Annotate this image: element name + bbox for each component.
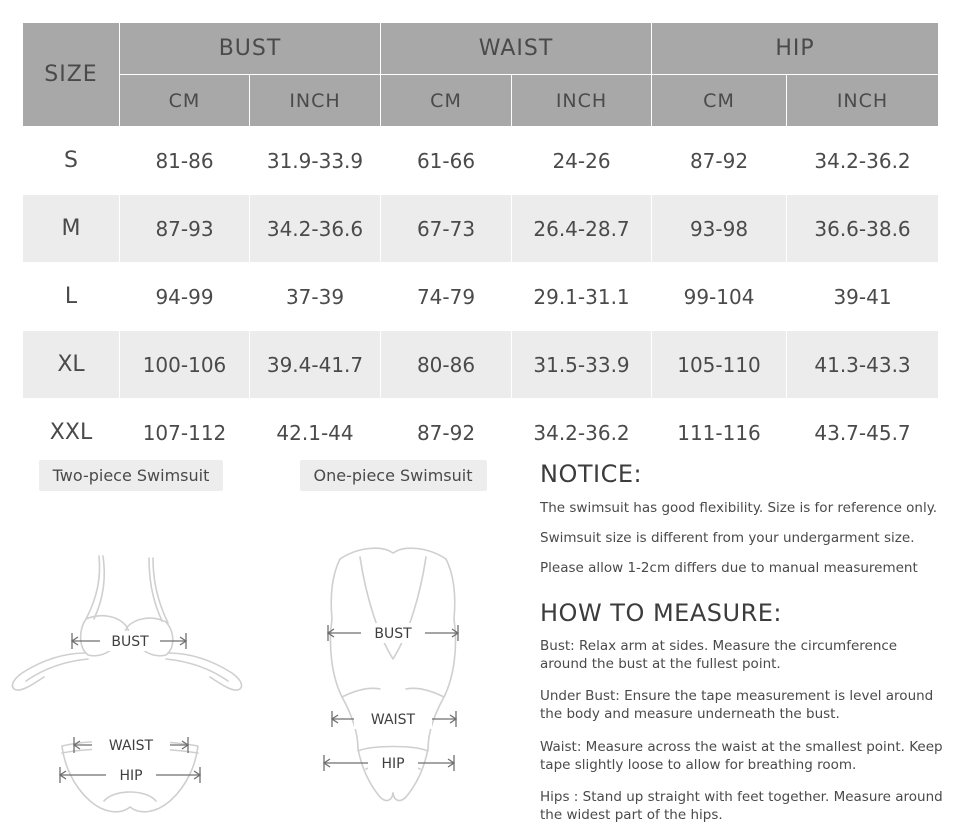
header-hip-inch: INCH	[787, 75, 939, 127]
measure-item-under-bust: Under Bust: Ensure the tape measurement is level around the body and measure underneath the bust.	[540, 688, 934, 723]
cell-size: XXL	[23, 399, 120, 467]
size-table-container	[22, 22, 938, 467]
cell-value: 111-116	[652, 399, 787, 467]
cell-value: 67-73	[381, 195, 512, 263]
cell-size: M	[23, 195, 120, 263]
notice-line: Swimsuit size is different from your undergarment size.	[540, 529, 915, 546]
header-waist-inch: INCH	[512, 75, 652, 127]
one-piece-title: One-piece Swimsuit	[300, 460, 487, 491]
cell-size: S	[23, 127, 120, 195]
cell-value: 42.1-44	[250, 399, 381, 467]
table-header-row-units	[23, 75, 939, 127]
size-table	[22, 22, 939, 467]
header-hip-cm: CM	[652, 75, 787, 127]
cell-value: 61-66	[381, 127, 512, 195]
cell-value: 81-86	[120, 127, 250, 195]
cell-value: 87-93	[120, 195, 250, 263]
table-header-row-groups	[23, 23, 939, 75]
notice-line: The swimsuit has good flexibility. Size is for reference only.	[540, 500, 938, 516]
one-piece-bust-label: BUST	[374, 626, 412, 642]
measure-item-waist: Waist: Measure across the waist at the smallest point. Keep tape slightly loose to allow for breathing room.	[540, 738, 943, 773]
cell-value: 34.2-36.2	[512, 399, 652, 467]
cell-value: 41.3-43.3	[787, 331, 939, 399]
cell-value: 105-110	[652, 331, 787, 399]
cell-value: 94-99	[120, 263, 250, 331]
cell-value: 43.7-45.7	[787, 399, 939, 467]
cell-value: 37-39	[250, 263, 381, 331]
header-bust-cm: CM	[120, 75, 250, 127]
cell-size: L	[23, 263, 120, 331]
header-waist-cm: CM	[381, 75, 512, 127]
two-piece-bust-label: BUST	[111, 634, 149, 650]
two-piece-illustration	[0, 501, 262, 825]
two-piece-title-wrap	[0, 460, 262, 491]
cell-value: 87-92	[652, 127, 787, 195]
one-piece-waist-label: WAIST	[370, 712, 416, 728]
cell-value: 34.2-36.6	[250, 195, 381, 263]
cell-value: 36.6-38.6	[787, 195, 939, 263]
cell-value: 39.4-41.7	[250, 331, 381, 399]
two-piece-title: Two-piece Swimsuit	[39, 460, 224, 491]
lower-section	[0, 440, 960, 831]
one-piece-hip-label: HIP	[381, 756, 405, 772]
header-size: SIZE	[23, 23, 120, 127]
two-piece-figure-panel	[0, 460, 262, 825]
table-row	[23, 331, 939, 399]
cell-value: 107-112	[120, 399, 250, 467]
cell-value: 80-86	[381, 331, 512, 399]
header-group-hip: HIP	[652, 23, 939, 75]
header-bust-inch: INCH	[250, 75, 381, 127]
cell-value: 26.4-28.7	[512, 195, 652, 263]
header-group-bust: BUST	[120, 23, 381, 75]
cell-value: 31.9-33.9	[250, 127, 381, 195]
cell-value: 93-98	[652, 195, 787, 263]
two-piece-waist-label: WAIST	[108, 738, 154, 754]
one-piece-title-wrap	[262, 460, 524, 491]
measure-item-bust: Bust: Relax arm at sides. Measure the circumference around the bust at the fullest point.	[540, 637, 898, 672]
table-row	[23, 127, 939, 195]
table-row	[23, 263, 939, 331]
cell-size: XL	[23, 331, 120, 399]
cell-value: 87-92	[381, 399, 512, 467]
table-row	[23, 195, 939, 263]
header-group-waist: WAIST	[381, 23, 652, 75]
how-to-measure-title: HOW TO MEASURE:	[540, 598, 782, 627]
cell-value: 24-26	[512, 127, 652, 195]
notice-title: NOTICE:	[540, 460, 643, 488]
one-piece-illustration	[262, 501, 524, 825]
measure-item-hips: Hips : Stand up straight with feet together. Measure around the widest part of the hips.	[540, 788, 943, 824]
cell-value: 39-41	[787, 263, 939, 331]
two-piece-svg	[0, 501, 262, 821]
one-piece-svg	[262, 501, 524, 821]
one-piece-figure-panel	[262, 460, 524, 825]
two-piece-hip-label: HIP	[119, 768, 143, 784]
cell-value: 29.1-31.1	[512, 263, 652, 331]
notice-line: Please allow 1-2cm differs due to manual measurement	[540, 559, 918, 576]
cell-value: 74-79	[381, 263, 512, 331]
info-panel	[540, 460, 946, 831]
cell-value: 100-106	[120, 331, 250, 399]
cell-value: 34.2-36.2	[787, 127, 939, 195]
cell-value: 99-104	[652, 263, 787, 331]
cell-value: 31.5-33.9	[512, 331, 652, 399]
